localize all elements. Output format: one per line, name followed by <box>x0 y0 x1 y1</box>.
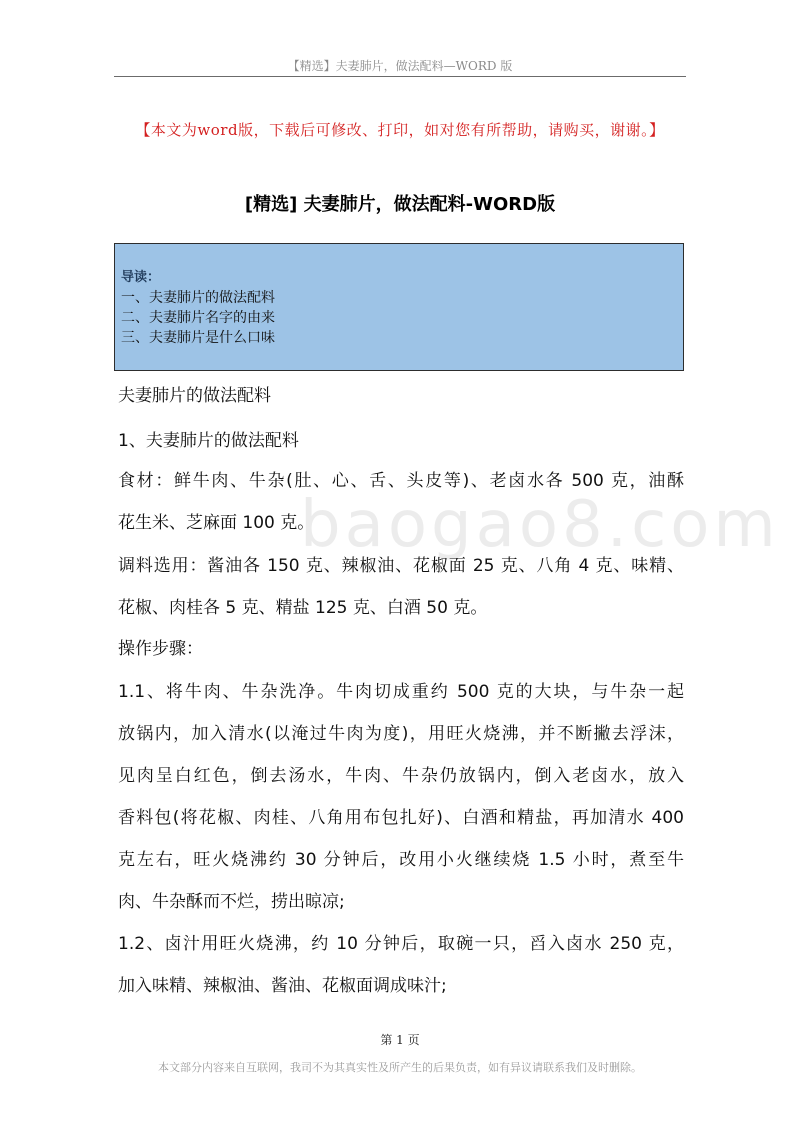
subsection-heading: 1、夫妻肺片的做法配料 <box>118 431 299 451</box>
guide-item: 三、夫妻肺片是什么口味 <box>121 330 275 346</box>
paragraph-line: 克左右，旺火烧沸约 30 分钟后，改用小火继续烧 1.5 小时，煮至牛 <box>118 850 684 870</box>
paragraph-line: 花生米、芝麻面 100 克。 <box>118 513 315 533</box>
paragraph-line: 操作步骤： <box>118 639 203 659</box>
guide-title: 导读： <box>121 270 161 285</box>
page-header: 【精选】夫妻肺片，做法配料—WORD 版 <box>287 59 513 73</box>
section-heading: 夫妻肺片的做法配料 <box>118 386 271 406</box>
paragraph-line: 香料包(将花椒、肉桂、八角用布包扎好)、白酒和精盐，再加清水 400 <box>118 808 684 828</box>
paragraph-line: 加入味精、辣椒油、酱油、花椒面调成味汁; <box>118 976 447 996</box>
paragraph-line: 见肉呈白红色，倒去汤水，牛肉、牛杂仍放锅内，倒入老卤水，放入 <box>118 766 684 786</box>
purchase-notice: 【本文为word版，下载后可修改、打印，如对您有所帮助，请购买，谢谢。】 <box>135 121 665 139</box>
paragraph-line: 调料选用：酱油各 150 克、辣椒油、花椒面 25 克、八角 4 克、味精、 <box>118 556 684 576</box>
paragraph-line: 放锅内，加入清水(以淹过牛肉为度)，用旺火烧沸，并不断撇去浮沫， <box>118 724 684 744</box>
header-divider <box>114 76 686 77</box>
paragraph-line: 食材：鲜牛肉、牛杂(肚、心、舌、头皮等)、老卤水各 500 克，油酥 <box>118 471 684 491</box>
guide-item: 一、夫妻肺片的做法配料 <box>121 290 275 306</box>
document-title: [精选] 夫妻肺片，做法配料-WORD版 <box>244 194 556 215</box>
guide-item: 二、夫妻肺片名字的由来 <box>121 310 275 326</box>
paragraph-line: 花椒、肉桂各 5 克、精盐 125 克、白酒 50 克。 <box>118 598 488 618</box>
guide-box <box>114 243 684 371</box>
watermark: baogao8.com <box>300 488 780 562</box>
footer-disclaimer: 本文部分内容来自互联网，我司不为其真实性及所产生的后果负责，如有异议请联系我们及时删除。 <box>158 1061 642 1074</box>
paragraph-line: 1.1、将牛肉、牛杂洗净。牛肉切成重约 500 克的大块，与牛杂一起 <box>118 682 684 702</box>
paragraph-line: 肉、牛杂酥而不烂，捞出晾凉; <box>118 892 345 912</box>
paragraph-line: 1.2、卤汁用旺火烧沸，约 10 分钟后，取碗一只，舀入卤水 250 克， <box>118 934 684 954</box>
page-number: 第 1 页 <box>380 1033 420 1047</box>
